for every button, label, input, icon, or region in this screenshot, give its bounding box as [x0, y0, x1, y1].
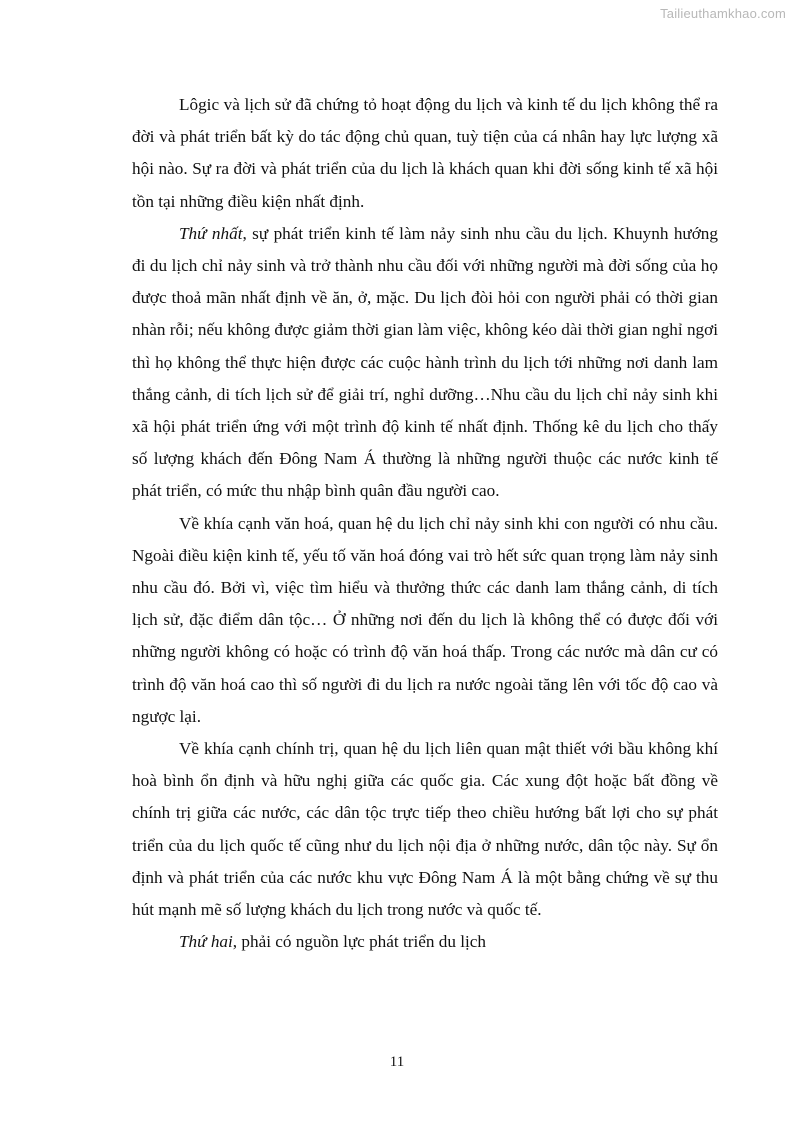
paragraph-3 — [132, 508, 718, 733]
paragraph-text: Lôgic và lịch sử đã chứng tỏ hoạt động du lịch và kinh tế du lịch không thể ra đời và phát triển bất kỳ do tác động chủ quan, tuỳ tiện của cá nhân hay lực lượng xã hội nào. Sự ra đời và phát triển của du lịch là khách quan khi đời sống kinh tế xã hội tồn tại những điều kiện nhất định. — [132, 95, 718, 211]
paragraph-1 — [132, 89, 718, 218]
page-body — [132, 89, 718, 958]
watermark: Tailieuthamkhao.com — [660, 6, 786, 21]
paragraph-text: , phải có nguồn lực phát triển du lịch — [232, 932, 487, 952]
page-number: 11 — [389, 1054, 405, 1070]
paragraph-5 — [132, 926, 718, 958]
paragraph-text: , sự phát triển kinh tế làm nảy sinh nhu cầu du lịch. Khuynh hướng đi du lịch chỉ nảy sinh và trở thành nhu cầu đối với những người mà đời sống của họ được thoả mãn nhất định về ăn, ở, mặc. Du lịch đòi hỏi con người phải có thời gian nhàn rỗi; nếu không được giảm thời gian làm việc, không kéo dài thời gian nghỉ ngơi thì họ không thể thực hiện được các cuộc hành trình du lịch tới những nơi danh lam thắng cảnh, di tích lịch sử để giải trí, nghỉ dưỡng…Nhu cầu du lịch chỉ nảy sinh khi xã hội phát triển ứng với một trình độ kinh tế nhất định. Thống kê du lịch cho thấy số lượng khách đến Đông Nam Á thường là những người thuộc các nước kinh tế phát triển, có mức thu nhập bình quân đầu người cao. — [132, 223, 718, 501]
paragraph-4 — [132, 733, 718, 926]
paragraph-text: Về khía cạnh chính trị, quan hệ du lịch liên quan mật thiết với bầu không khí hoà bình ổn định và hữu nghị giữa các quốc gia. Các xung đột hoặc bất đồng về chính trị giữa các nước, các dân tộc trực tiếp theo chiều hướng bất lợi cho sự phát triển của du lịch quốc tế cũng như du lịch nội địa ở những nước, dân tộc này. Sự ổn định và phát triển của các nước khu vực Đông Nam Á là một bằng chứng về sự thu hút mạnh mẽ số lượng khách du lịch trong nước và quốc tế. — [132, 739, 718, 920]
paragraph-lead-italic: Thứ nhất — [179, 223, 243, 243]
paragraph-lead-italic: Thứ hai — [179, 932, 233, 952]
paragraph-text: Về khía cạnh văn hoá, quan hệ du lịch chỉ nảy sinh khi con người có nhu cầu. Ngoài điều kiện kinh tế, yếu tố văn hoá đóng vai trò hết sức quan trọng làm nảy sinh nhu cầu đó. Bởi vì, việc tìm hiểu và thưởng thức các danh lam thắng cảnh, di tích lịch sử, đặc điểm dân tộc… Ở những nơi đến du lịch là không thể có được đối với những người không có hoặc có trình độ văn hoá thấp. Trong các nước mà dân cư có trình độ văn hoá cao thì số người đi du lịch ra nước ngoài tăng lên với tốc độ cao và ngược lại. — [132, 513, 718, 726]
paragraph-2 — [132, 218, 718, 508]
